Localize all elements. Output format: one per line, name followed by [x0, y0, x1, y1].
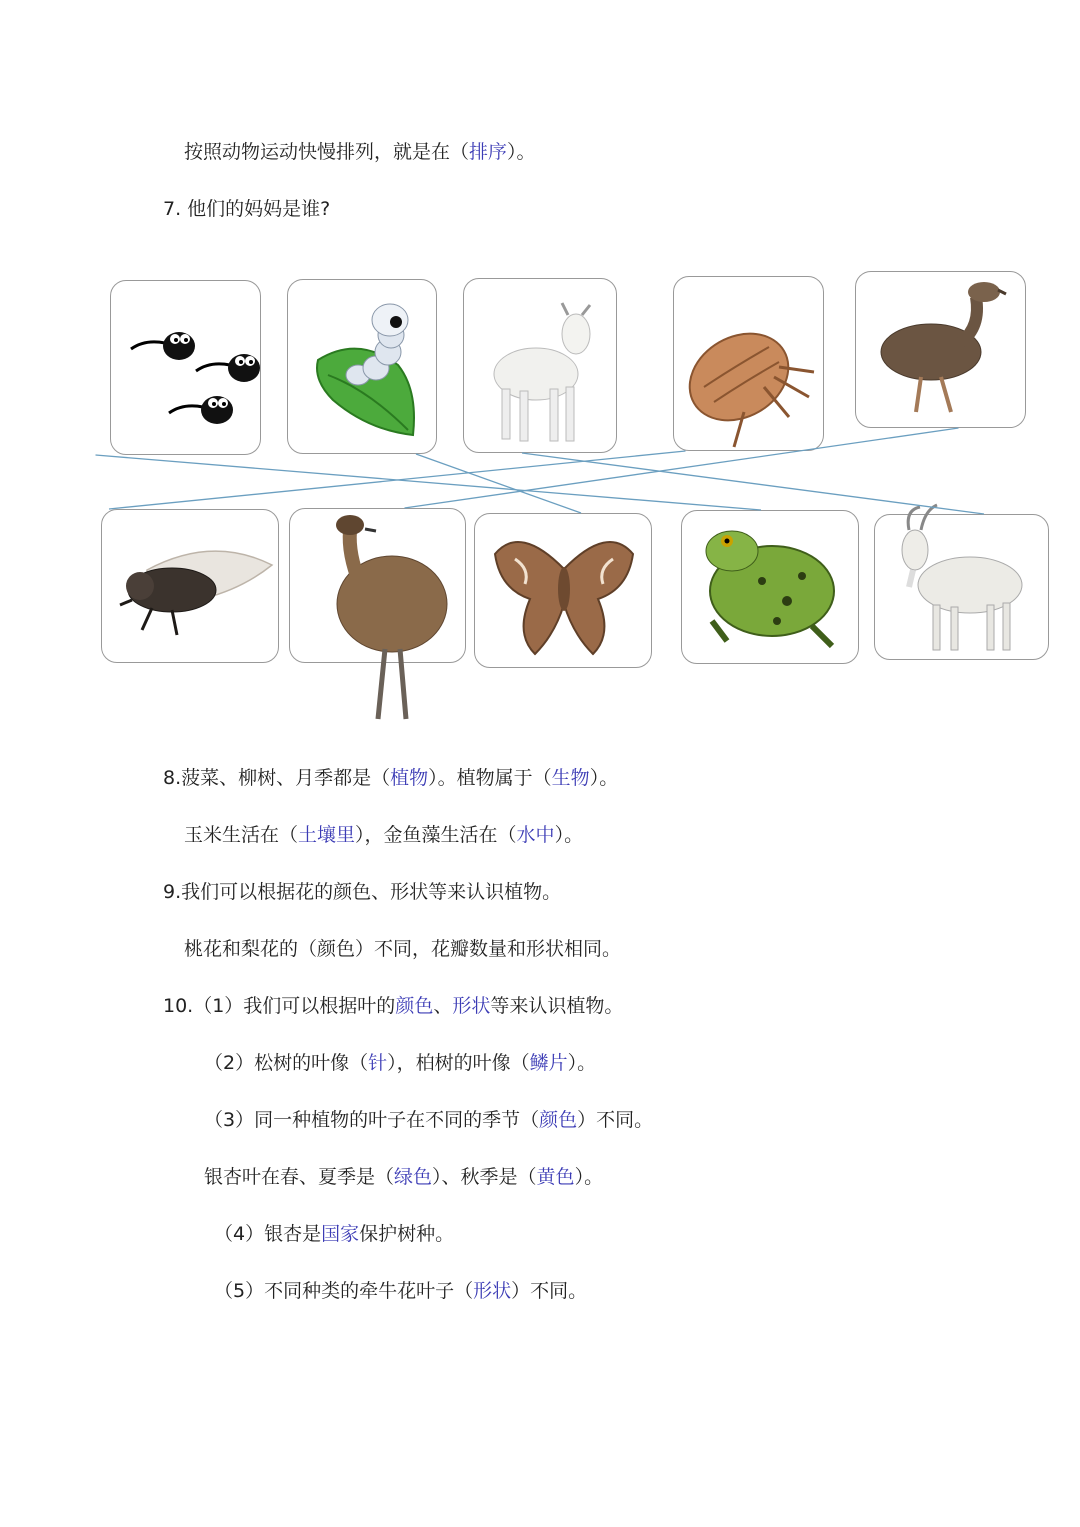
line-text: ）、秋季是（	[432, 1166, 537, 1188]
frog-icon	[682, 511, 860, 665]
question-8	[163, 766, 618, 790]
line-text: 8.菠菜、柳树、月季都是（	[163, 767, 391, 789]
line-text: 10.（1）我们可以根据叶的	[163, 995, 396, 1017]
answer-text: 土壤里	[298, 824, 356, 846]
answer-text: 水中	[516, 824, 555, 846]
text-line-10	[204, 1165, 603, 1189]
text-line-6	[184, 937, 621, 961]
card-tadpoles	[110, 280, 261, 455]
line-text: 桃花和梨花的（颜色）不同，花瓣数量和形状相同。	[184, 938, 622, 960]
line-text: 等来认识植物。	[490, 995, 624, 1017]
line-text: ）。	[589, 767, 619, 789]
line-text: ）。	[574, 1166, 604, 1188]
card-cicada-nymph	[673, 276, 824, 451]
line-text: 、	[433, 995, 453, 1017]
line-text: （5）不同种类的牵牛花叶子（	[214, 1280, 474, 1302]
line-text: ）。植物属于（	[428, 767, 552, 789]
card-silkworm	[287, 279, 437, 454]
line-text: ）。	[507, 141, 536, 163]
tadpoles-icon	[111, 281, 262, 456]
line-text: ）不同。	[577, 1109, 654, 1131]
card-emu	[289, 508, 466, 663]
card-goat	[874, 514, 1049, 660]
answer-text: 针	[368, 1052, 388, 1074]
emu-icon	[290, 509, 467, 664]
answer-text: 鳞片	[529, 1052, 568, 1074]
line-text: 7. 他们的妈妈是谁?	[163, 198, 331, 220]
card-moth	[474, 513, 652, 668]
answer-text: 生物	[551, 767, 590, 789]
line-text: ）。	[554, 824, 584, 846]
line-text: （3）同一种植物的叶子在不同的季节（	[204, 1109, 540, 1131]
line-text: ），金鱼藻生活在（	[355, 824, 517, 846]
goat-icon	[875, 515, 1050, 661]
line-text: ）。	[567, 1052, 597, 1074]
question-9	[163, 880, 561, 904]
moth-icon	[475, 514, 653, 669]
answer-text: 颜色	[539, 1109, 578, 1131]
match-line	[109, 451, 686, 509]
answer-text: 排序	[469, 141, 508, 163]
line-text: 9.我们可以根据花的颜色、形状等来认识植物。	[163, 881, 562, 903]
match-line	[96, 455, 762, 510]
line-text: 按照动物运动快慢排列，就是在（	[184, 141, 470, 163]
silkworm-icon	[288, 280, 438, 455]
answer-text: 颜色	[395, 995, 434, 1017]
line-text: ），柏树的叶像（	[387, 1052, 530, 1074]
answer-text: 国家	[321, 1223, 360, 1245]
emu-chick-icon	[856, 272, 1027, 429]
text-line-8	[204, 1051, 596, 1075]
card-frog	[681, 510, 859, 664]
kid-goat-icon	[464, 279, 618, 454]
text-line-11	[214, 1222, 454, 1246]
line-text: （4）银杏是	[214, 1223, 322, 1245]
question-10	[163, 994, 623, 1018]
cicada-icon	[102, 510, 280, 664]
card-cicada	[101, 509, 279, 663]
line-text: 银杏叶在春、夏季是（	[204, 1166, 395, 1188]
cicada-nymph-icon	[674, 277, 825, 452]
question-7	[163, 197, 330, 221]
line-text: 保护树种。	[359, 1223, 455, 1245]
match-line	[522, 453, 984, 514]
text-line-9	[204, 1108, 653, 1132]
answer-text: 形状	[452, 995, 491, 1017]
text-line-12	[214, 1279, 587, 1303]
answer-text: 黄色	[536, 1166, 575, 1188]
answer-text: 植物	[390, 767, 429, 789]
text-line-4	[184, 823, 583, 847]
card-kid-goat	[463, 278, 617, 453]
match-line	[416, 454, 581, 513]
line-text: 玉米生活在（	[184, 824, 299, 846]
answer-text: 形状	[473, 1280, 512, 1302]
text-line-1	[184, 140, 536, 164]
line-text: ）不同。	[511, 1280, 588, 1302]
answer-text: 绿色	[394, 1166, 433, 1188]
line-text: （2）松树的叶像（	[204, 1052, 369, 1074]
card-emu-chick	[855, 271, 1026, 428]
